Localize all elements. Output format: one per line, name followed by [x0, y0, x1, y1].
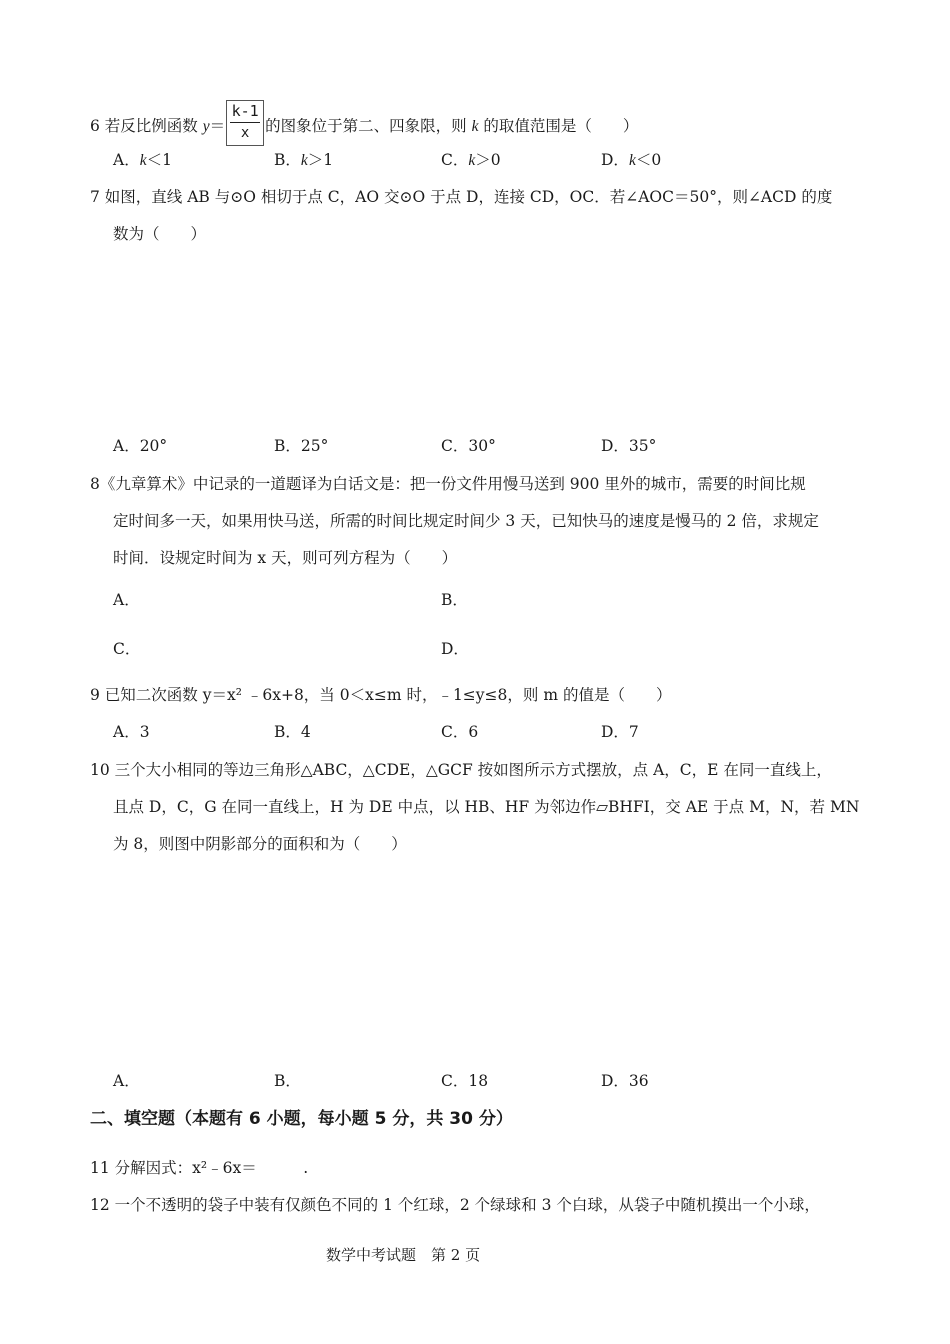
- q9-option-a: A．3: [113, 723, 150, 741]
- q9-option-d: D．7: [601, 723, 639, 741]
- q6-stem-c: 的取值范围是（ ）: [478, 117, 639, 135]
- q6-var-y: y: [202, 118, 210, 135]
- q7-option-c: C．30°: [441, 437, 496, 455]
- q9-stem-line1: 9 已知二次函数 y＝x² ﹣6x+8，当 0＜x≤m 时，﹣1≤y≤8，则 m 的值是（ ）: [90, 686, 672, 704]
- q8-stem-line3: 时间．设规定时间为 x 天，则可列方程为（ ）: [113, 549, 458, 567]
- q7-stem-line2: 数为（ ）: [113, 225, 207, 243]
- q10-option-c: C．18: [441, 1072, 489, 1090]
- q6-option-a: A．k＜1: [113, 151, 172, 169]
- q6-stem-b: 的图象位于第二、四象限，则: [265, 117, 472, 135]
- q7-option-b: B．25°: [274, 437, 329, 455]
- q6-option-c: C．k＞0: [441, 151, 501, 169]
- q8-stem-line2: 定时间多一天，如果用快马送，所需的时间比规定时间少 3 天，已知快马的速度是慢马的 2 倍，求规定: [113, 512, 819, 530]
- q6-fraction-denominator: x: [240, 125, 250, 141]
- q6-stem: [90, 104, 638, 150]
- q9-option-c: C．6: [441, 723, 479, 741]
- q10-stem-line3: 为 8，则图中阴影部分的面积和为（ ）: [113, 835, 407, 853]
- section-title-fill-in: 二、填空题（本题有 6 小题，每小题 5 分，共 30 分）: [90, 1109, 513, 1129]
- q6-fraction: [226, 100, 264, 146]
- q6-option-d: D．k＜0: [601, 151, 662, 169]
- q10-stem-line2: 且点 D，C，G 在同一直线上，H 为 DE 中点，以 HB、HF 为邻边作▱BHFI，交 AE 于点 M，N，若 MN: [113, 798, 860, 816]
- q6-var-k: k: [471, 118, 479, 135]
- q6-fraction-bar: [230, 122, 260, 123]
- q10-stem-line1: 10 三个大小相同的等边三角形△ABC，△CDE，△GCF 按如图所示方式摆放，点 A，C，E 在同一直线上，: [90, 761, 832, 779]
- q6-equals: ＝: [209, 117, 226, 135]
- q6-fraction-numerator: k-1: [231, 102, 259, 120]
- q8-option-b: B．: [441, 591, 468, 609]
- q8-option-a: A．: [113, 591, 140, 609]
- q8-stem-line1: 8《九章算术》中记录的一道题译为白话文是：把一份文件用慢马送到 900 里外的城市，需要的时间比规: [90, 475, 806, 493]
- q7-option-d: D．35°: [601, 437, 657, 455]
- q10-option-d: D．36: [601, 1072, 649, 1090]
- q7-stem-line1: 7 如图，直线 AB 与⊙O 相切于点 C，AO 交⊙O 于点 D，连接 CD，OC．若∠AOC＝50°，则∠ACD 的度: [90, 188, 833, 206]
- q9-option-b: B．4: [274, 723, 311, 741]
- q6-option-b: B．k＞1: [274, 151, 334, 169]
- page-footer: 数学中考试题 第 2 页: [326, 1246, 481, 1264]
- q7-option-a: A．20°: [113, 437, 168, 455]
- q8-option-d: D．: [441, 640, 469, 658]
- q6-stem-a: 6 若反比例函数: [90, 117, 203, 135]
- q10-option-b: B．: [274, 1072, 301, 1090]
- q12-stem-line1: 12 一个不透明的袋子中装有仅颜色不同的 1 个红球，2 个绿球和 3 个白球，从袋子中随机摸出一个小球，: [90, 1196, 820, 1214]
- q11-stem-line1: 11 分解因式：x²﹣6x＝ .: [90, 1159, 309, 1177]
- q8-option-c: C．: [113, 640, 141, 658]
- q10-option-a: A．: [113, 1072, 140, 1090]
